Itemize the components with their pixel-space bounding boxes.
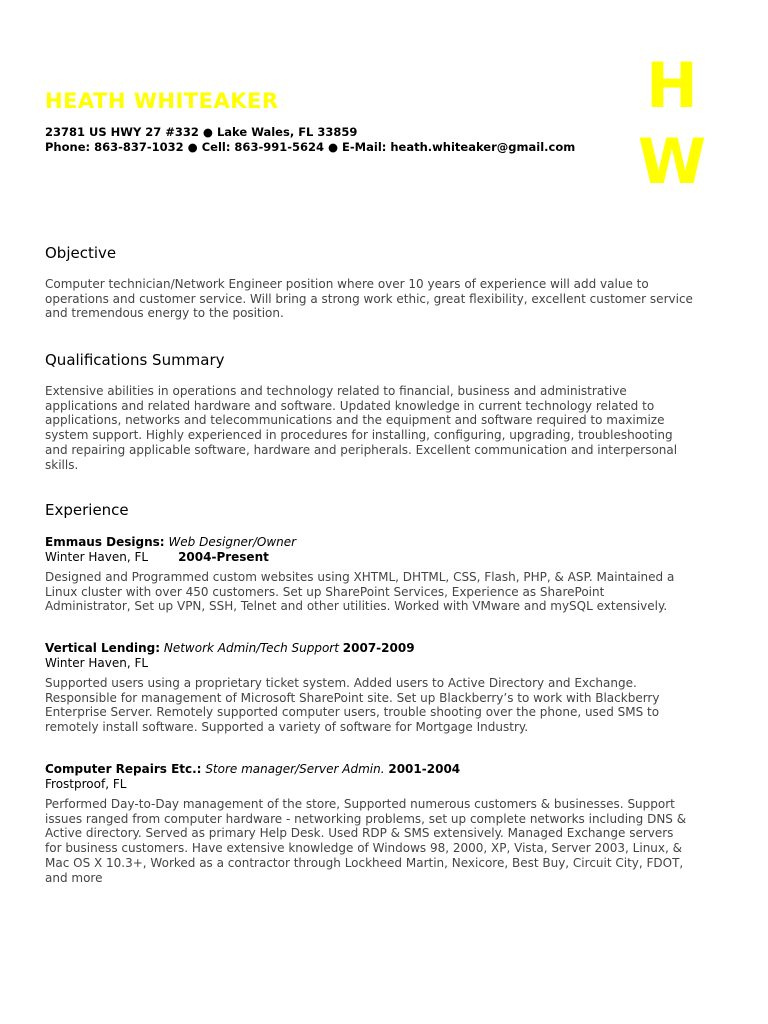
monogram-initial-top: H [646, 49, 698, 122]
text-line: operations and customer service. Will bring a strong work ethic, great flexibility, excellent customer service [45, 291, 693, 306]
qualifications-heading: Qualifications Summary [45, 351, 225, 369]
text-line: Supported users using a proprietary ticket system. Added users to Active Directory and Exchange. [45, 676, 637, 690]
job-description [45, 676, 659, 735]
text-line: issues ranged from computer hardware - networking problems, set up complete networks including DNS & [45, 811, 687, 826]
job-header [45, 641, 415, 670]
job-header [45, 535, 296, 564]
job-location: Winter Haven, FL [45, 655, 149, 670]
text-line: Linux cluster with over 450 customers. Set up SharePoint Services, Experience as SharePoint [45, 584, 605, 599]
experience-heading: Experience [45, 501, 129, 519]
text-line: skills. [45, 457, 79, 472]
address-line: 23781 US HWY 27 #332 ● Lake Wales, FL 33859 [45, 125, 358, 139]
contact-block [45, 125, 575, 155]
text-line: for business customers. Have extensive knowledge of Windows 98, 2000, XP, Vista, Server 2003, Linux, & [45, 841, 682, 856]
monogram-initial-bottom: W [637, 125, 707, 198]
text-line: Performed Day-to-Day management of the store, Supported numerous customers & businesses. Support [45, 797, 675, 811]
job-location: Winter Haven, FL [45, 549, 149, 564]
job-location: Frostproof, FL [45, 776, 127, 791]
company-name: Vertical Lending: [45, 641, 161, 655]
monogram [629, 48, 715, 200]
job-description [45, 570, 674, 614]
job-role: Store manager/Server Admin. [205, 762, 385, 776]
applicant-name: HEATH WHITEAKER [45, 89, 279, 113]
text-line: Administrator, Set up VPN, SSH, Telnet and other utilities. Worked with VMware and mySQL extensively. [45, 599, 668, 614]
qualifications-text [45, 384, 677, 472]
job-description [45, 797, 686, 885]
phone-line: Phone: 863-837-1032 ● Cell: 863-991-5624 ● E-Mail: heath.whiteaker@gmail.com [45, 140, 576, 154]
text-line: Active directory. Served as primary Help Desk. Used RDP & SMS extensively. Managed Exchange servers [45, 826, 674, 841]
text-line: Enterprise Server. Remotely supported computer users, trouble shooting over the phone, used SMS to [45, 705, 660, 720]
company-name: Emmaus Designs: [45, 535, 165, 549]
text-line: Designed and Programmed custom websites using XHTML, DHTML, CSS, Flash, PHP, & ASP. Maintained a [45, 570, 675, 584]
text-line: applications, networks and telecommunications and the equipment and software required to maximize [45, 413, 665, 428]
job-role: Web Designer/Owner [168, 535, 297, 549]
company-name: Computer Repairs Etc.: [45, 762, 202, 776]
job-years: 2001-2004 [388, 762, 461, 776]
text-line: and more [45, 870, 103, 885]
text-line: system support. Highly experienced in procedures for installing, configuring, upgrading, troubleshooting [45, 428, 673, 443]
text-line: and tremendous energy to the position. [45, 306, 284, 321]
text-line: Computer technician/Network Engineer position where over 10 years of experience will add value to [45, 277, 649, 291]
job-role: Network Admin/Tech Support [163, 641, 339, 655]
text-line: Responsible for management of Microsoft SharePoint site. Set up Blackberry’s to work with Blackberry [45, 690, 660, 705]
objective-text [45, 277, 693, 321]
text-line: and repairing applicable software, hardware and peripherals. Excellent communication and interpersonal [45, 442, 678, 457]
job-years: 2004-Present [178, 549, 269, 564]
text-line: remotely install software. Supported a variety of software for Mortgage Industry. [45, 720, 529, 735]
text-line: Mac OS X 10.3+, Worked as a contractor through Lockheed Martin, Nexicore, Best Buy, Circuit City, FDOT, [45, 855, 684, 870]
text-line: Extensive abilities in operations and technology related to financial, business and administrative [45, 384, 627, 398]
job-years: 2007-2009 [342, 641, 415, 655]
text-line: applications and related hardware and software. Updated knowledge in current technology related to [45, 398, 655, 413]
job-header [45, 762, 460, 791]
objective-heading: Objective [45, 244, 117, 262]
